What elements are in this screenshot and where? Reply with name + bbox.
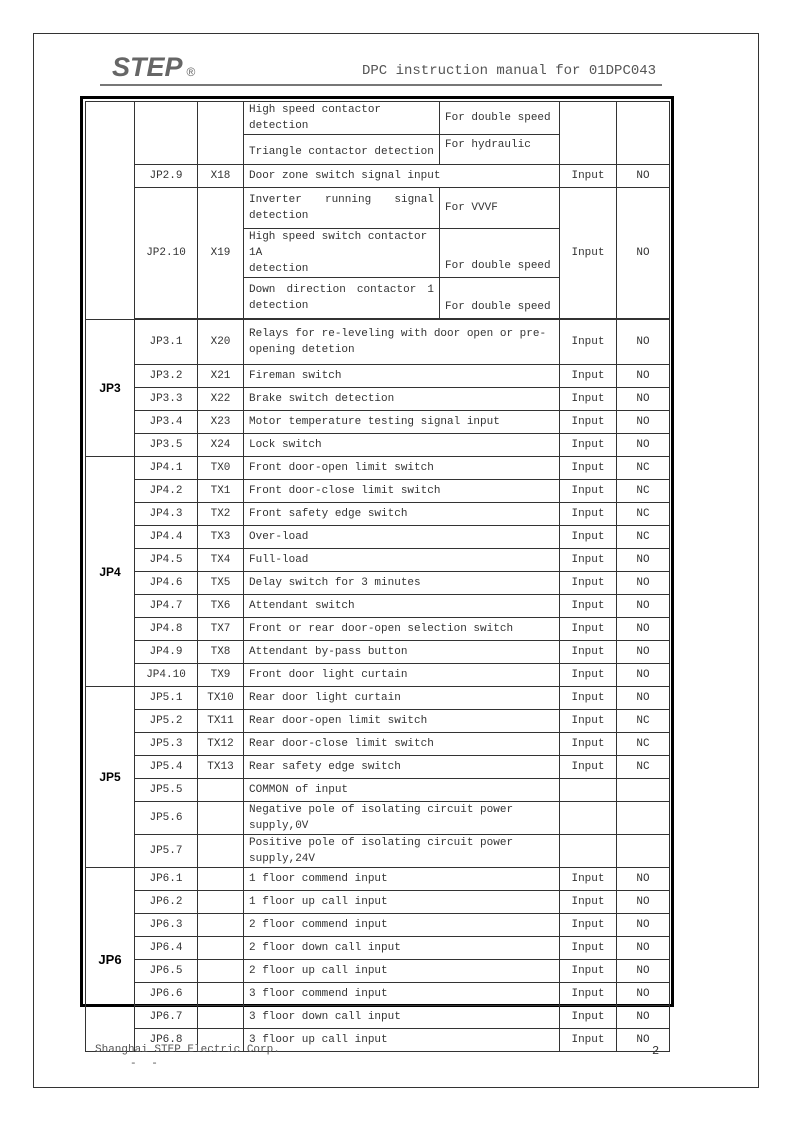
terminal-cell: X24 [198,434,244,457]
table-row [86,937,670,960]
io-cell: Input [560,434,617,457]
desc-cell: Attendant by-pass button [244,641,560,664]
pin-cell: JP4.8 [135,618,198,641]
nc-cell: NO [617,165,670,188]
io-cell: Input [560,664,617,687]
group-cell-jp2 [86,102,135,320]
nc-cell: NO [617,549,670,572]
pin-cell: JP3.2 [135,365,198,388]
terminal-cell: X20 [198,320,244,365]
table-row [86,756,670,779]
io-cell: Input [560,365,617,388]
pin-cell: JP4.7 [135,595,198,618]
terminal-cell: X22 [198,388,244,411]
terminal-cell: TX9 [198,664,244,687]
terminal-cell: TX8 [198,641,244,664]
desc-cell: Front or rear door-open selection switch [244,618,560,641]
nc-cell: NO [617,1006,670,1029]
terminal-cell [198,937,244,960]
note-cell: For VVVF [440,188,560,229]
desc-cell: Front safety edge switch [244,503,560,526]
desc-line: High speed switch contactor 1A [249,231,428,259]
pin-cell: JP6.8 [135,1029,198,1052]
io-cell: Input [560,503,617,526]
header-rule [100,84,662,86]
desc-cell: Triangle contactor detection [244,135,440,165]
nc-cell: NO [617,983,670,1006]
terminal-cell: TX7 [198,618,244,641]
pin-cell: JP6.6 [135,983,198,1006]
terminal-cell [198,779,244,802]
desc-cell: 1 floor up call input [244,891,560,914]
pin-cell: JP5.6 [135,802,198,835]
table-row [86,868,670,891]
pin-cell: JP2.9 [135,165,198,188]
group-label-jp3: JP3 [86,320,135,457]
nc-cell: NO [617,1029,670,1052]
table-row [86,457,670,480]
desc-cell: Front door-close limit switch [244,480,560,503]
pin-cell: JP6.2 [135,891,198,914]
io-cell: Input [560,1006,617,1029]
nc-cell: NO [617,960,670,983]
table-row [86,641,670,664]
table-row [86,914,670,937]
nc-cell: NO [617,664,670,687]
io-cell: Input [560,891,617,914]
table-row [86,891,670,914]
io-cell: Input [560,914,617,937]
terminal-cell: TX4 [198,549,244,572]
pin-cell: JP5.3 [135,733,198,756]
pin-cell: JP4.1 [135,457,198,480]
io-cell [560,102,617,165]
io-cell: Input [560,937,617,960]
pin-cell: JP4.10 [135,664,198,687]
io-cell: Input [560,733,617,756]
nc-cell: NO [617,388,670,411]
io-cell: Input [560,388,617,411]
desc-cell: Door zone switch signal input [244,165,560,188]
group-label-jp6: JP6 [86,868,135,1052]
desc-cell: 1 floor commend input [244,868,560,891]
terminal-cell [198,960,244,983]
desc-word: Down [249,284,276,296]
table-row [86,526,670,549]
terminal-cell [198,868,244,891]
table-row [86,320,670,365]
terminal-cell: TX3 [198,526,244,549]
nc-cell: NO [617,411,670,434]
terminal-cell: TX1 [198,480,244,503]
desc-cell: Rear safety edge switch [244,756,560,779]
desc-cell: Fireman switch [244,365,560,388]
table-row [86,835,670,868]
io-cell [560,802,617,835]
pin-cell: JP6.7 [135,1006,198,1029]
desc-line: detection [249,210,309,222]
io-cell: Input [560,480,617,503]
nc-cell: NO [617,572,670,595]
terminal-cell [198,802,244,835]
io-cell: Input [560,320,617,365]
table-row [86,480,670,503]
footer-dashes: - - [130,1058,162,1070]
io-table-frame [80,96,674,1046]
nc-cell: NC [617,710,670,733]
pin-cell: JP5.4 [135,756,198,779]
desc-cell [244,188,440,229]
desc-cell [244,278,440,319]
nc-cell: NO [617,914,670,937]
terminal-cell [198,1006,244,1029]
nc-cell: NO [617,868,670,891]
pin-cell: JP4.5 [135,549,198,572]
nc-cell: NO [617,687,670,710]
nc-cell: NO [617,891,670,914]
table-row [86,188,670,229]
desc-cell: Rear door-close limit switch [244,733,560,756]
pin-cell: JP4.2 [135,480,198,503]
io-cell: Input [560,1029,617,1052]
note-cell: For double speed [440,278,560,319]
nc-cell [617,779,670,802]
terminal-cell: X23 [198,411,244,434]
nc-cell: NC [617,756,670,779]
io-cell: Input [560,983,617,1006]
nc-cell: NO [617,618,670,641]
group-label-jp4: JP4 [86,457,135,687]
desc-cell: 3 floor up call input [244,1029,560,1052]
pin-cell: JP6.5 [135,960,198,983]
desc-word: running [324,194,372,206]
table-row [86,503,670,526]
pin-cell: JP3.1 [135,320,198,365]
desc-cell: 3 floor down call input [244,1006,560,1029]
document-title: DPC instruction manual for 01DPC043 [362,63,657,79]
desc-cell: Rear door-open limit switch [244,710,560,733]
desc-cell: Delay switch for 3 minutes [244,572,560,595]
desc-cell: COMMON of input [244,779,560,802]
terminal-cell: X19 [198,188,244,319]
io-cell: Input [560,868,617,891]
table-row [86,779,670,802]
nc-cell [617,835,670,868]
io-cell: Input [560,572,617,595]
table-row [86,595,670,618]
desc-cell: Lock switch [244,434,560,457]
nc-cell: NC [617,503,670,526]
io-cell: Input [560,411,617,434]
pin-cell: JP3.3 [135,388,198,411]
desc-cell: Negative pole of isolating circuit power supply,0V [244,802,560,835]
io-cell: Input [560,641,617,664]
note-cell: For double speed [440,102,560,135]
group-label-jp5: JP5 [86,687,135,868]
io-cell: Input [560,165,617,188]
nc-cell: NO [617,188,670,319]
desc-cell: Brake switch detection [244,388,560,411]
nc-cell [617,802,670,835]
pin-cell [135,102,198,165]
desc-cell: Attendant switch [244,595,560,618]
io-cell: Input [560,188,617,319]
io-table [85,101,670,1052]
io-cell: Input [560,710,617,733]
table-row [86,664,670,687]
desc-cell [244,229,440,278]
desc-cell: Over-load [244,526,560,549]
registered-mark: ® [186,65,196,79]
page-number: 2 [652,1044,660,1058]
desc-cell: High speed contactor detection [244,102,440,135]
desc-word: 1 [427,284,434,296]
table-row [86,733,670,756]
table-row [86,983,670,1006]
terminal-cell: TX0 [198,457,244,480]
logo-text: STEP [112,52,183,82]
desc-cell: Front door-open limit switch [244,457,560,480]
pin-cell: JP5.7 [135,835,198,868]
terminal-cell: X18 [198,165,244,188]
nc-cell: NO [617,641,670,664]
pin-cell: JP5.2 [135,710,198,733]
pin-cell: JP3.5 [135,434,198,457]
pin-cell: JP4.4 [135,526,198,549]
io-cell [560,835,617,868]
io-cell: Input [560,526,617,549]
table-row [86,687,670,710]
desc-line [249,282,434,298]
terminal-cell: TX13 [198,756,244,779]
table-row [86,802,670,835]
step-logo [112,52,195,83]
desc-word: contactor [356,284,417,296]
terminal-cell: TX5 [198,572,244,595]
desc-line: detection [249,263,309,275]
terminal-cell: TX12 [198,733,244,756]
terminal-cell [198,835,244,868]
table-row [86,388,670,411]
table-row [86,1006,670,1029]
nc-cell: NC [617,526,670,549]
desc-cell: Rear door light curtain [244,687,560,710]
pin-cell: JP4.3 [135,503,198,526]
io-cell: Input [560,756,617,779]
nc-cell: NO [617,365,670,388]
table-row [86,618,670,641]
desc-cell: 2 floor down call input [244,937,560,960]
table-row [86,572,670,595]
table-row [86,960,670,983]
table-row [86,434,670,457]
table-row [86,710,670,733]
desc-word: Inverter [249,194,302,206]
terminal-cell: TX10 [198,687,244,710]
nc-cell: NC [617,480,670,503]
nc-cell: NO [617,320,670,365]
desc-word: signal [394,194,434,206]
io-cell: Input [560,595,617,618]
desc-cell: 2 floor commend input [244,914,560,937]
pin-cell: JP5.5 [135,779,198,802]
pin-cell: JP2.10 [135,188,198,319]
io-cell [560,779,617,802]
terminal-cell [198,983,244,1006]
terminal-cell [198,102,244,165]
pin-cell: JP6.3 [135,914,198,937]
terminal-cell: TX11 [198,710,244,733]
io-cell: Input [560,457,617,480]
pin-cell: JP4.9 [135,641,198,664]
terminal-cell: TX2 [198,503,244,526]
terminal-cell [198,891,244,914]
pin-cell: JP6.1 [135,868,198,891]
nc-cell [617,102,670,165]
desc-word: direction [286,284,346,296]
desc-line: detection [249,300,309,312]
nc-cell: NO [617,937,670,960]
nc-cell: NO [617,434,670,457]
desc-cell: 2 floor up call input [244,960,560,983]
io-cell: Input [560,618,617,641]
note-cell: For double speed [440,229,560,278]
desc-cell: Front door light curtain [244,664,560,687]
table-row [86,165,670,188]
desc-line [249,192,434,208]
nc-cell: NC [617,733,670,756]
footer-company: Shanghai STEP Electric Corp. [95,1044,280,1056]
desc-cell: Motor temperature testing signal input [244,411,560,434]
table-row [86,549,670,572]
pin-cell: JP3.4 [135,411,198,434]
pin-cell: JP4.6 [135,572,198,595]
pin-cell: JP6.4 [135,937,198,960]
note-cell: For hydraulic [440,135,560,165]
desc-cell: Positive pole of isolating circuit power supply,24V [244,835,560,868]
io-cell: Input [560,687,617,710]
terminal-cell: TX6 [198,595,244,618]
desc-cell: Full-load [244,549,560,572]
table-row [86,365,670,388]
terminal-cell [198,914,244,937]
nc-cell: NO [617,595,670,618]
nc-cell: NC [617,457,670,480]
table-row [86,102,670,135]
terminal-cell: X21 [198,365,244,388]
io-cell: Input [560,549,617,572]
pin-cell: JP5.1 [135,687,198,710]
desc-cell: Relays for re-leveling with door open or pre-opening detetion [244,320,560,365]
io-cell: Input [560,960,617,983]
table-row [86,411,670,434]
desc-cell: 3 floor commend input [244,983,560,1006]
